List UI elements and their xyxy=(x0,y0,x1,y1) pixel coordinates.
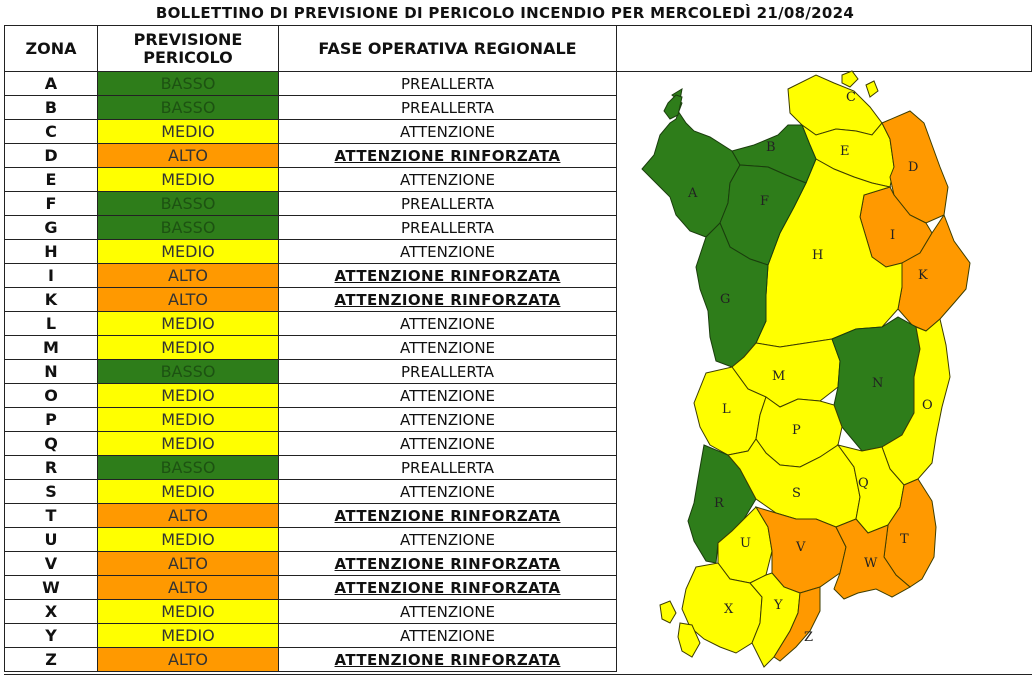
island-maddalena xyxy=(842,71,858,87)
zone-cell: H xyxy=(5,240,98,264)
zone-cell: O xyxy=(5,384,98,408)
risk-level-cell: MEDIO xyxy=(98,624,279,648)
map-zone-label: C xyxy=(846,90,856,105)
operational-phase-cell: ATTENZIONE RINFORZATA xyxy=(279,264,617,288)
operational-phase-cell: ATTENZIONE xyxy=(279,528,617,552)
map-regions xyxy=(642,71,970,667)
sardinia-zone-map xyxy=(620,27,1032,671)
operational-phase-cell: ATTENZIONE xyxy=(279,384,617,408)
risk-level-cell: MEDIO xyxy=(98,480,279,504)
map-zone-label: Q xyxy=(858,476,869,491)
map-zone-label: R xyxy=(714,496,724,511)
operational-phase-cell: ATTENZIONE RINFORZATA xyxy=(279,648,617,672)
map-zone-label: F xyxy=(760,194,770,209)
map-zone-label: V xyxy=(796,540,806,555)
operational-phase-cell: ATTENZIONE RINFORZATA xyxy=(279,288,617,312)
risk-level-cell: MEDIO xyxy=(98,120,279,144)
zone-cell: K xyxy=(5,288,98,312)
operational-phase-cell: ATTENZIONE xyxy=(279,432,617,456)
risk-level-cell: BASSO xyxy=(98,456,279,480)
map-zone-label: Z xyxy=(804,630,814,645)
operational-phase-cell: ATTENZIONE RINFORZATA xyxy=(279,504,617,528)
risk-level-cell: ALTO xyxy=(98,504,279,528)
zone-cell: Y xyxy=(5,624,98,648)
map-zone-label: P xyxy=(792,423,801,438)
map-zone-label: I xyxy=(890,228,896,243)
operational-phase-cell: PREALLERTA xyxy=(279,96,617,120)
risk-level-cell: MEDIO xyxy=(98,432,279,456)
zone-cell: U xyxy=(5,528,98,552)
risk-level-cell: MEDIO xyxy=(98,240,279,264)
map-zone-label: K xyxy=(918,268,928,283)
operational-phase-cell: ATTENZIONE xyxy=(279,240,617,264)
zone-cell: Z xyxy=(5,648,98,672)
map-zone-label: N xyxy=(872,376,884,391)
zone-cell: R xyxy=(5,456,98,480)
operational-phase-cell: ATTENZIONE xyxy=(279,600,617,624)
operational-phase-cell: ATTENZIONE xyxy=(279,480,617,504)
zone-cell: I xyxy=(5,264,98,288)
zone-cell: T xyxy=(5,504,98,528)
table-bottom-border xyxy=(4,674,1032,675)
map-zone-label: L xyxy=(722,402,731,417)
map-zone-label: U xyxy=(740,536,751,551)
header-previsione-line2: PERICOLO xyxy=(143,47,233,67)
operational-phase-cell: ATTENZIONE RINFORZATA xyxy=(279,576,617,600)
bulletin-title: BOLLETTINO DI PREVISIONE DI PERICOLO INCENDIO PER MERCOLEDÌ 21/08/2024 xyxy=(155,4,855,22)
header-zona: ZONA xyxy=(5,26,98,72)
island-caprera xyxy=(866,81,878,97)
risk-level-cell: BASSO xyxy=(98,360,279,384)
map-zone-label: W xyxy=(864,556,878,571)
map-zone-label: H xyxy=(812,248,824,263)
header-previsione-line1: PREVISIONE xyxy=(133,29,243,49)
risk-level-cell: MEDIO xyxy=(98,168,279,192)
header-fase: FASE OPERATIVA REGIONALE xyxy=(279,26,617,72)
map-zone-label: O xyxy=(922,398,933,413)
zone-cell: S xyxy=(5,480,98,504)
operational-phase-cell: ATTENZIONE xyxy=(279,624,617,648)
zone-cell: D xyxy=(5,144,98,168)
operational-phase-cell: ATTENZIONE xyxy=(279,312,617,336)
map-zone-label: D xyxy=(908,160,919,175)
operational-phase-cell: ATTENZIONE xyxy=(279,168,617,192)
operational-phase-cell: ATTENZIONE RINFORZATA xyxy=(279,552,617,576)
operational-phase-cell: PREALLERTA xyxy=(279,456,617,480)
zone-cell: C xyxy=(5,120,98,144)
risk-level-cell: ALTO xyxy=(98,576,279,600)
operational-phase-cell: ATTENZIONE xyxy=(279,120,617,144)
zone-cell: L xyxy=(5,312,98,336)
risk-level-cell: BASSO xyxy=(98,216,279,240)
risk-level-cell: MEDIO xyxy=(98,408,279,432)
zone-cell: E xyxy=(5,168,98,192)
operational-phase-cell: ATTENZIONE xyxy=(279,408,617,432)
operational-phase-cell: PREALLERTA xyxy=(279,360,617,384)
island-san-pietro xyxy=(660,601,676,623)
risk-level-cell: MEDIO xyxy=(98,600,279,624)
map-zone-label: X xyxy=(724,602,734,617)
risk-level-cell: ALTO xyxy=(98,648,279,672)
map-zone-label: M xyxy=(772,369,786,384)
risk-level-cell: ALTO xyxy=(98,264,279,288)
map-zone-label: S xyxy=(792,486,801,501)
risk-level-cell: ALTO xyxy=(98,144,279,168)
operational-phase-cell: PREALLERTA xyxy=(279,192,617,216)
risk-level-cell: MEDIO xyxy=(98,336,279,360)
risk-level-cell: MEDIO xyxy=(98,384,279,408)
risk-level-cell: ALTO xyxy=(98,288,279,312)
map-zone-label: T xyxy=(900,532,909,547)
zone-cell: A xyxy=(5,72,98,96)
risk-level-cell: MEDIO xyxy=(98,312,279,336)
risk-level-cell: BASSO xyxy=(98,96,279,120)
zone-cell: N xyxy=(5,360,98,384)
risk-level-cell: BASSO xyxy=(98,72,279,96)
zone-cell: V xyxy=(5,552,98,576)
operational-phase-cell: PREALLERTA xyxy=(279,72,617,96)
map-zone-label: Y xyxy=(774,598,783,613)
map-zone-label: G xyxy=(720,292,731,307)
zone-cell: G xyxy=(5,216,98,240)
map-zone-label: E xyxy=(840,144,850,159)
risk-level-cell: MEDIO xyxy=(98,528,279,552)
zone-cell: X xyxy=(5,600,98,624)
zone-cell: M xyxy=(5,336,98,360)
operational-phase-cell: ATTENZIONE RINFORZATA xyxy=(279,144,617,168)
map-zone-label: B xyxy=(766,140,776,155)
zone-cell: Q xyxy=(5,432,98,456)
zone-cell: B xyxy=(5,96,98,120)
map-zone-label: A xyxy=(688,186,698,201)
header-previsione xyxy=(98,26,279,72)
zone-cell: P xyxy=(5,408,98,432)
risk-level-cell: ALTO xyxy=(98,552,279,576)
operational-phase-cell: PREALLERTA xyxy=(279,216,617,240)
operational-phase-cell: ATTENZIONE xyxy=(279,336,617,360)
risk-level-cell: BASSO xyxy=(98,192,279,216)
zone-cell: W xyxy=(5,576,98,600)
zone-cell: F xyxy=(5,192,98,216)
